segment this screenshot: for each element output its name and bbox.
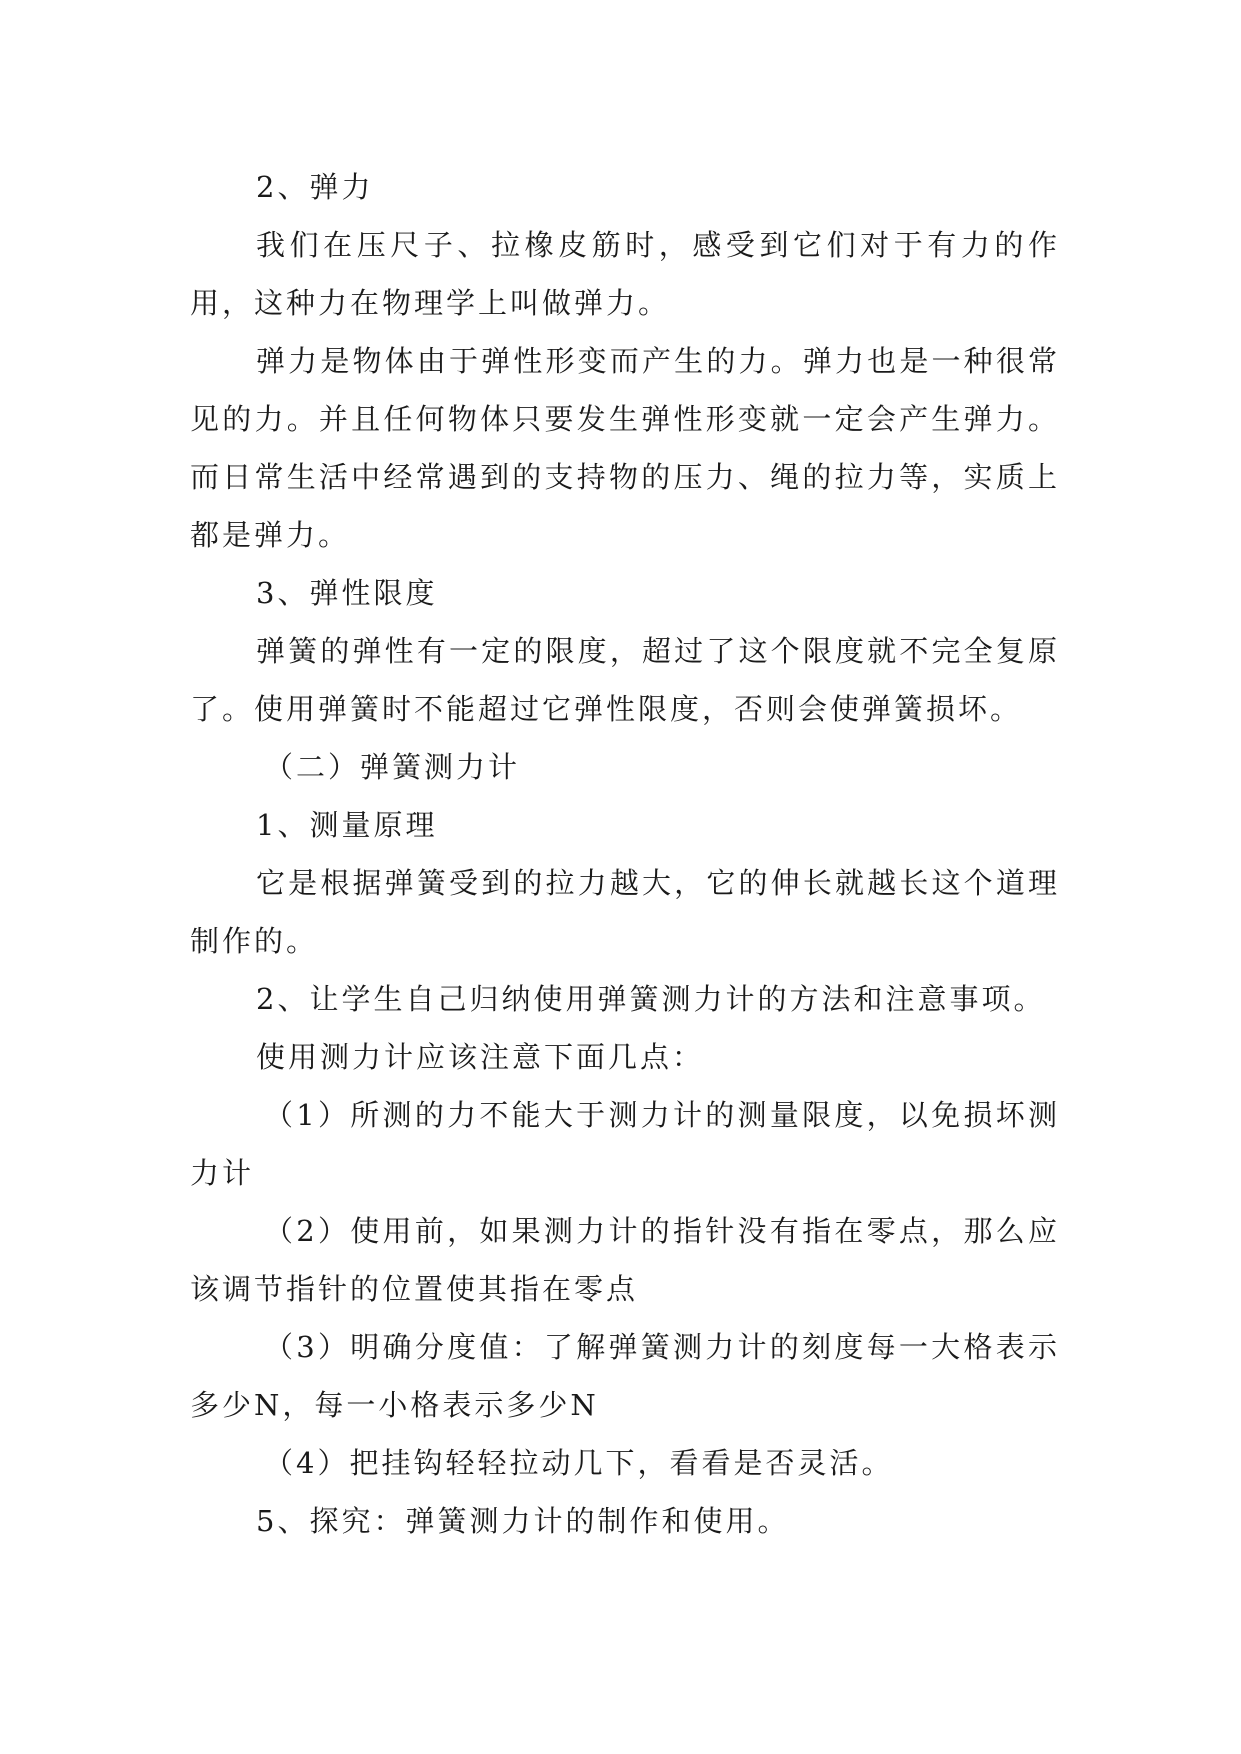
list-item: （3）明确分度值：了解弹簧测力计的刻度每一大格表示多少N，每一小格表示多少N [190, 1330, 1060, 1422]
section-heading-spring-scale: （二）弹簧测力计 [264, 750, 521, 784]
paragraph: 我们在压尺子、拉橡皮筋时，感受到它们对于有力的作用，这种力在物理学上叫做弹力。 [190, 228, 1060, 320]
list-item: （1）所测的力不能大于测力计的测量限度，以免损坏测力计 [190, 1098, 1060, 1190]
paragraph: 弹力是物体由于弹性形变而产生的力。弹力也是一种很常见的力。并且任何物体只要发生弹性形变就一定会产生弹力。而日常生活中经常遇到的支持物的压力、绳的拉力等，实质上都是弹力。 [190, 344, 1060, 552]
section-heading-principle: 1、测量原理 [256, 808, 438, 842]
paragraph: 它是根据弹簧受到的拉力越大，它的伸长就越长这个道理制作的。 [190, 866, 1060, 958]
section-heading-elastic-limit: 3、弹性限度 [256, 576, 438, 610]
paragraph: 2、让学生自己归纳使用弹簧测力计的方法和注意事项。 [256, 982, 1046, 1016]
section-heading-exploration: 5、探究：弹簧测力计的制作和使用。 [256, 1504, 790, 1538]
list-item: （4）把挂钩轻轻拉动几下，看看是否灵活。 [264, 1446, 894, 1480]
section-heading-elasticity: 2、弹力 [256, 170, 374, 204]
paragraph: 弹簧的弹性有一定的限度，超过了这个限度就不完全复原了。使用弹簧时不能超过它弹性限度，否则会使弹簧损坏。 [190, 634, 1060, 726]
paragraph: 使用测力计应该注意下面几点： [256, 1040, 705, 1074]
list-item: （2）使用前，如果测力计的指针没有指在零点，那么应该调节指针的位置使其指在零点 [190, 1214, 1060, 1306]
document-body [190, 158, 1060, 1550]
